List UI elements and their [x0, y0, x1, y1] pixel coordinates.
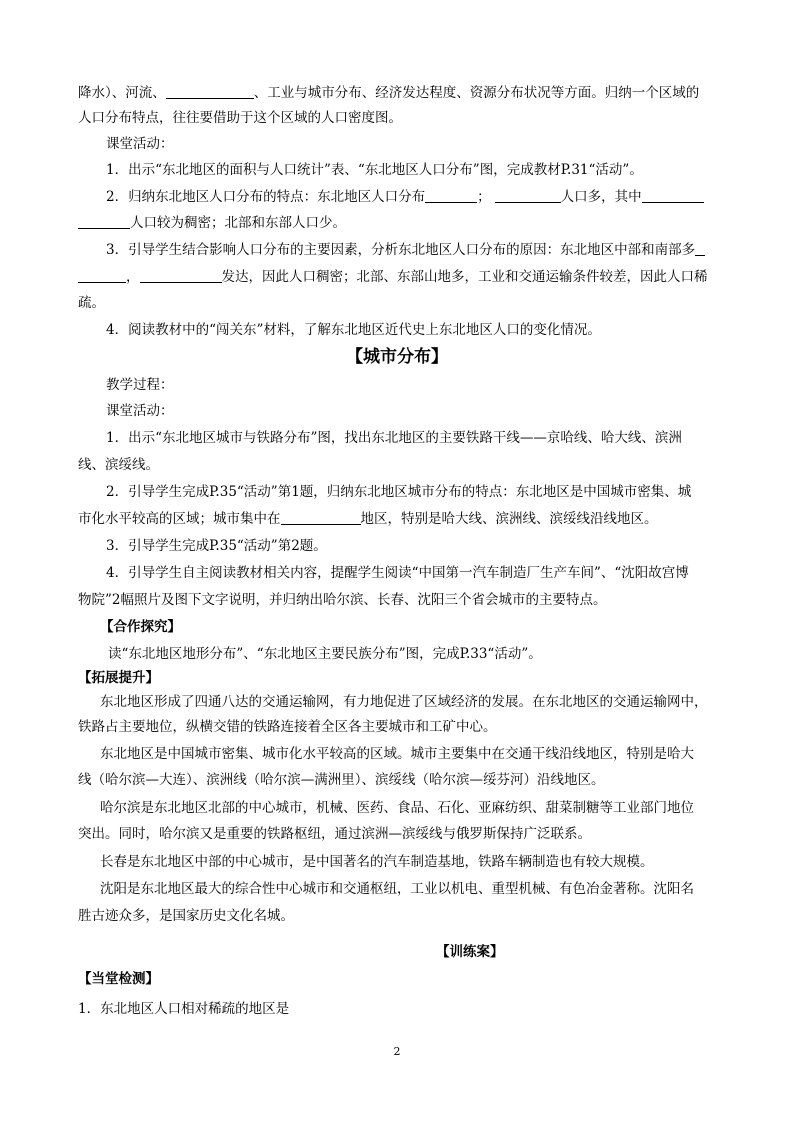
text-line	[78, 771, 605, 789]
text-line	[106, 161, 643, 179]
text: 课堂活动：	[106, 136, 174, 152]
text: ；	[477, 189, 491, 205]
section-title-training: 【训练案】	[436, 944, 504, 960]
text: 发达，因此人口稠密；北部、东部山地多，工业和交通运输条件较差，因此人口稀	[221, 269, 708, 285]
text: 课堂活动：	[106, 403, 174, 419]
text: 人口分布特点，往往要借助于这个区域的人口密度图。	[78, 110, 402, 126]
text: 铁路占主要地位，纵横交错的铁路连接着全区各主要城市和工矿中心。	[78, 719, 497, 735]
text: 长春是东北地区中部的中心城市，是中国著名的汽车制造基地，铁路车辆制造也有较大规模。	[100, 854, 654, 870]
fill-blank	[140, 269, 222, 283]
text: 4．引导学生自主阅读教材相关内容，提醒学生阅读“中国第一汽车制造厂生产车间”、“沈阳故宫博	[106, 565, 689, 581]
text-line	[106, 537, 327, 555]
text-line	[78, 456, 159, 474]
text-line	[78, 718, 497, 736]
fill-blank	[695, 242, 705, 256]
text: 地区，特别是哈大线、滨洲线、滨绥线沿线地区。	[360, 511, 658, 527]
text: 胜古迹众多，是国家历史文化名城。	[78, 908, 294, 924]
text-line	[100, 880, 694, 898]
text: 人口多，其中	[560, 189, 642, 205]
fill-blank	[166, 85, 254, 99]
page-number: 2	[393, 1045, 401, 1058]
fill-blank	[281, 511, 361, 525]
text-line	[100, 853, 654, 871]
fill-blank	[425, 189, 477, 203]
text: 线、滨绥线。	[78, 457, 159, 473]
text: 沈阳是东北地区最大的综合性中心城市和交通枢纽，工业以机电、重型机械、有色冶金著称。沈阳名	[100, 881, 694, 897]
heading-class-activity	[106, 402, 174, 420]
fill-blank	[495, 189, 561, 203]
fill-blank	[78, 215, 130, 229]
text: 1．出示“东北地区的面积与人口统计”表、“东北地区人口分布”图，完成教材P.31“活动”。	[106, 162, 643, 178]
text-line	[78, 109, 402, 127]
text: ，	[126, 269, 140, 285]
text-line	[106, 483, 691, 501]
text: 线（哈尔滨—大连）、滨洲线（哈尔滨—满洲里）、滨绥线（哈尔滨—绥芬河）沿线地区。	[78, 772, 605, 788]
text-line	[106, 241, 705, 259]
text: 降水）、河流、	[78, 85, 166, 101]
text: 1．出示“东北地区城市与铁路分布”图，找出东北地区的主要铁路干线——京哈线、哈大线、滨洲	[106, 430, 682, 446]
text: 读“东北地区地形分布”、“东北地区主要民族分布”图，完成P.33“活动”。	[108, 646, 542, 662]
heading-class-activity	[106, 135, 174, 153]
text-line	[106, 188, 704, 206]
text: 4．阅读教材中的“闯关东”材料，了解东北地区近代史上东北地区人口的变化情况。	[106, 322, 601, 338]
section-title-coop: 【合作探究】	[100, 619, 181, 635]
text-line	[78, 825, 591, 843]
text: 人口较为稠密；北部和东部人口少。	[130, 215, 346, 231]
text: 1．东北地区人口相对稀疏的地区是	[78, 1001, 290, 1017]
fill-blank	[642, 189, 704, 203]
text-line	[100, 745, 694, 763]
section-title-check: 【当堂检测】	[78, 971, 159, 987]
text-line	[106, 321, 601, 339]
text-line	[108, 645, 542, 663]
text-line	[78, 510, 658, 528]
text: 3．引导学生完成P.35“活动”第2题。	[106, 538, 327, 554]
text-line	[106, 429, 682, 447]
section-title-extension: 【拓展提升】	[78, 670, 159, 686]
section-title-city: 【城市分布】	[346, 347, 448, 367]
text: 2．归纳东北地区人口分布的特点：东北地区人口分布	[106, 189, 426, 205]
text-line	[100, 799, 694, 817]
text-line	[106, 564, 689, 582]
text: 东北地区是中国城市密集、城市化水平较高的区域。城市主要集中在交通干线沿线地区，特别是哈大	[100, 746, 694, 762]
text: 2．引导学生完成P.35“活动”第1题，归纳东北地区城市分布的特点：东北地区是中国城市密集、城	[106, 484, 692, 500]
text: 物院”2幅照片及图下文字说明，并归纳出哈尔滨、长春、沈阳三个省会城市的主要特点。	[78, 592, 607, 608]
text: 教学过程：	[106, 377, 174, 393]
text-line	[78, 591, 607, 609]
text: 3．引导学生结合影响人口分布的主要因素，分析东北地区人口分布的原因：东北地区中部和南部多	[106, 242, 696, 258]
text: 突出。同时，哈尔滨又是重要的铁路枢纽，通过滨洲—滨绥线与俄罗斯保持广泛联系。	[78, 826, 591, 842]
text-line	[78, 294, 105, 312]
text-line	[78, 84, 699, 102]
text: 东北地区形成了四通八达的交通运输网，有力地促进了区域经济的发展。在东北地区的交通运输网中，	[100, 694, 708, 710]
text-line	[78, 214, 346, 232]
heading-process	[106, 376, 174, 394]
text: 疏。	[78, 295, 105, 311]
text-line	[100, 693, 708, 711]
text-line	[78, 268, 708, 286]
text: 、工业与城市分布、经济发达程度、资源分布状况等方面。归纳一个区域的	[253, 85, 700, 101]
text: 市化水平较高的区域；城市集中在	[78, 511, 281, 527]
fill-blank	[78, 269, 126, 283]
text: 哈尔滨是东北地区北部的中心城市，机械、医药、食品、石化、亚麻纺织、甜菜制糖等工业部门地位	[100, 800, 694, 816]
text-line	[78, 907, 294, 925]
question-1	[78, 1000, 289, 1018]
